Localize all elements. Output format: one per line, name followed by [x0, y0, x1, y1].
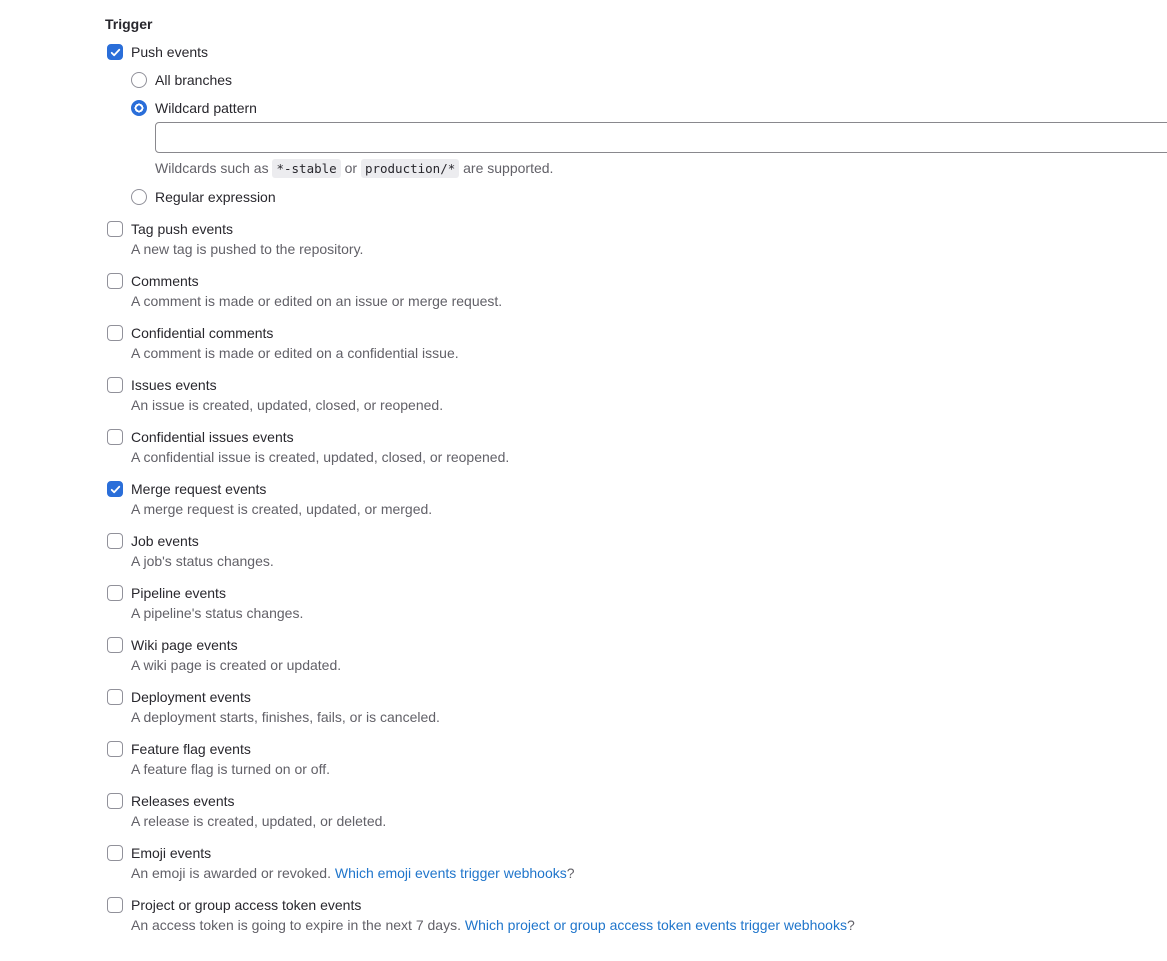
description-text: A deployment starts, finishes, fails, or is canceled.	[131, 709, 440, 725]
description-text: A confidential issue is created, updated, closed, or reopened.	[131, 449, 510, 465]
wiki-page-events-description	[131, 655, 341, 675]
wildcard-example-code: *-stable	[272, 159, 340, 178]
push-events-row	[107, 42, 1167, 62]
trigger-item-row	[107, 531, 1167, 571]
description-text: A job's status changes.	[131, 553, 274, 569]
description-text: A pipeline's status changes.	[131, 605, 304, 621]
push-events-label[interactable]: Push events	[131, 44, 209, 60]
trigger-item-row	[107, 843, 1167, 883]
push-events-group	[105, 42, 1167, 207]
description-text: A new tag is pushed to the repository.	[131, 241, 364, 257]
tag-push-events-checkbox[interactable]	[107, 221, 123, 237]
confidential-comments-label[interactable]: Confidential comments	[131, 325, 274, 341]
tag-push-events-description	[131, 239, 363, 259]
releases-events-description	[131, 811, 386, 831]
job-events-description	[131, 551, 274, 571]
wiki-page-events-checkbox[interactable]	[107, 637, 123, 653]
trigger-item-row	[107, 427, 1167, 467]
trigger-item-row	[107, 271, 1167, 311]
merge-request-events-checkbox[interactable]	[107, 481, 123, 497]
description-text: A merge request is created, updated, or merged.	[131, 501, 433, 517]
regular-expression-row	[131, 187, 1167, 207]
trigger-item-row	[107, 895, 1167, 935]
feature-flag-events-label[interactable]: Feature flag events	[131, 741, 251, 757]
wildcard-pattern-radio[interactable]	[131, 100, 147, 116]
trigger-item-row	[107, 375, 1167, 415]
tag-push-events-label[interactable]: Tag push events	[131, 221, 233, 237]
trigger-item-row	[107, 791, 1167, 831]
regular-expression-label[interactable]: Regular expression	[155, 189, 276, 205]
wildcard-help-text	[155, 158, 1167, 179]
access-token-events-help-link[interactable]: Which project or group access token events trigger webhooks	[464, 917, 847, 933]
deployment-events-description	[131, 707, 440, 727]
wiki-page-events-label[interactable]: Wiki page events	[131, 637, 238, 653]
confidential-issues-events-checkbox[interactable]	[107, 429, 123, 445]
comments-description	[131, 291, 502, 311]
merge-request-events-description	[131, 499, 432, 519]
feature-flag-events-description	[131, 759, 330, 779]
confidential-comments-checkbox[interactable]	[107, 325, 123, 341]
deployment-events-label[interactable]: Deployment events	[131, 689, 251, 705]
description-suffix: ?	[566, 865, 575, 881]
trigger-item-row	[107, 583, 1167, 623]
trigger-item-row	[107, 323, 1167, 363]
confidential-issues-events-label[interactable]: Confidential issues events	[131, 429, 294, 445]
wildcard-example-code: production/*	[361, 159, 459, 178]
wildcard-pattern-label[interactable]: Wildcard pattern	[155, 100, 257, 116]
releases-events-checkbox[interactable]	[107, 793, 123, 809]
trigger-item-row	[107, 687, 1167, 727]
pipeline-events-label[interactable]: Pipeline events	[131, 585, 226, 601]
comments-label[interactable]: Comments	[131, 273, 199, 289]
push-events-checkbox[interactable]	[107, 44, 123, 60]
checkmark-icon	[110, 47, 121, 58]
description-text: An issue is created, updated, closed, or reopened.	[131, 397, 444, 413]
comments-checkbox[interactable]	[107, 273, 123, 289]
emoji-events-checkbox[interactable]	[107, 845, 123, 861]
trigger-item-row	[107, 739, 1167, 779]
all-branches-label[interactable]: All branches	[155, 72, 233, 88]
issues-events-description	[131, 395, 443, 415]
project-or-group-access-token-events-description	[131, 915, 855, 935]
trigger-items-list	[105, 219, 1167, 935]
trigger-item-row	[107, 635, 1167, 675]
emoji-events-description	[131, 863, 575, 883]
confidential-comments-description	[131, 343, 459, 363]
issues-events-label[interactable]: Issues events	[131, 377, 217, 393]
description-text: A comment is made or edited on a confidential issue.	[131, 345, 459, 361]
project-or-group-access-token-events-label[interactable]: Project or group access token events	[131, 897, 362, 913]
description-text: A comment is made or edited on an issue or merge request.	[131, 293, 503, 309]
trigger-section-label: Trigger	[105, 16, 153, 32]
emoji-events-help-link[interactable]: Which emoji events trigger webhooks	[334, 865, 567, 881]
job-events-label[interactable]: Job events	[131, 533, 199, 549]
help-text-part: or	[340, 160, 361, 176]
all-branches-radio[interactable]	[131, 72, 147, 88]
emoji-events-label[interactable]: Emoji events	[131, 845, 212, 861]
pipeline-events-description	[131, 603, 303, 623]
help-text-part: are supported.	[459, 160, 554, 176]
checkmark-icon	[110, 484, 121, 495]
confidential-issues-events-description	[131, 447, 509, 467]
deployment-events-checkbox[interactable]	[107, 689, 123, 705]
all-branches-row	[131, 70, 1167, 90]
regular-expression-radio[interactable]	[131, 189, 147, 205]
wildcard-pattern-input[interactable]	[155, 122, 1167, 153]
description-text: An access token is going to expire in the next 7 days.	[131, 917, 465, 933]
issues-events-checkbox[interactable]	[107, 377, 123, 393]
push-branch-filter	[131, 70, 1167, 207]
project-or-group-access-token-events-checkbox[interactable]	[107, 897, 123, 913]
description-text: A release is created, updated, or deleted.	[131, 813, 387, 829]
description-text: A feature flag is turned on or off.	[131, 761, 330, 777]
pipeline-events-checkbox[interactable]	[107, 585, 123, 601]
releases-events-label[interactable]: Releases events	[131, 793, 235, 809]
wildcard-pattern-row	[131, 98, 1167, 118]
description-text: An emoji is awarded or revoked.	[131, 865, 335, 881]
trigger-item-row	[107, 219, 1167, 259]
description-text: A wiki page is created or updated.	[131, 657, 342, 673]
job-events-checkbox[interactable]	[107, 533, 123, 549]
trigger-item-row	[107, 479, 1167, 519]
help-text-part: Wildcards such as	[155, 160, 273, 176]
feature-flag-events-checkbox[interactable]	[107, 741, 123, 757]
description-suffix: ?	[846, 917, 855, 933]
merge-request-events-label[interactable]: Merge request events	[131, 481, 267, 497]
